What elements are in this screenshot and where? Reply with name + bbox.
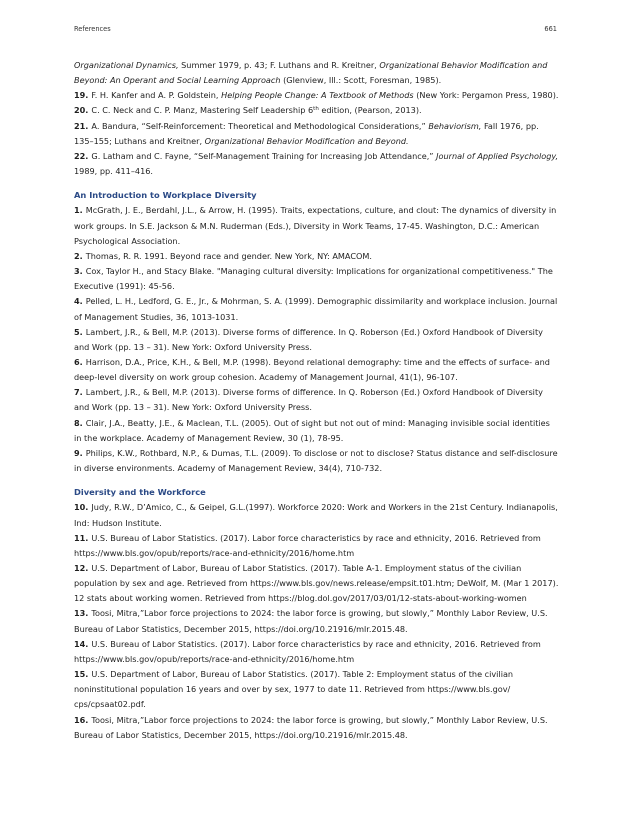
reference-text: edition, (Pearson, 2013). <box>318 105 422 116</box>
reference-number: 21. <box>74 120 89 131</box>
reference-number: 16. <box>74 714 89 725</box>
reference-entry <box>74 203 559 248</box>
reference-entry <box>74 606 559 636</box>
reference-entry <box>74 88 559 103</box>
reference-text: U.S. Bureau of Labor Statistics. (2017). Labor force characteristics by race and ethnicity, 2016. Retrieved from https://www.bls.gov/opub/reports/race-and-ethnicity/2016/home.htm <box>74 532 541 558</box>
reference-number: 2. <box>74 250 83 261</box>
reference-number: 14. <box>74 638 89 649</box>
reference-italic-text: Helping People Change: A Textbook of Methods <box>221 90 414 101</box>
reference-entry <box>74 385 559 415</box>
reference-entry <box>74 446 559 476</box>
running-header-title: References <box>74 25 111 33</box>
reference-number: 7. <box>74 387 83 398</box>
reference-italic-text: Organizational Dynamics, <box>74 60 179 70</box>
section-spacer <box>74 476 559 485</box>
reference-text: U.S. Department of Labor, Bureau of Labor Statistics. (2017). Table 2: Employment status of the civilian noninstitutional population 16 years and over by sex, 1977 to date 11. Retrieved from https://www.bls.gov/ cps/cpsaat02.pdf. <box>74 669 514 710</box>
section-heading: Diversity and the Workforce <box>74 487 206 498</box>
reference-entry <box>74 149 559 179</box>
reference-text: C. C. Neck and C. P. Manz, Mastering Self Leadership 6 <box>91 105 314 116</box>
section-reference-list <box>74 500 559 743</box>
reference-text: U.S. Bureau of Labor Statistics. (2017). Labor force characteristics by race and ethnicity, 2016. Retrieved from https://www.bls.gov/opub/reports/race-and-ethnicity/2016/home.htm <box>74 638 541 664</box>
reference-text: Cox, Taylor H., and Stacy Blake. "Managing cultural diversity: Implications for organizational competitiveness." The Executive (1991): 45-56. <box>74 266 553 292</box>
reference-text: Toosi, Mitra,”Labor force projections to 2024: the labor force is growing, but slowly,” Monthly Labor Review, U.S. Bureau of Labor Statistics, December 2015, https://doi.org/10.21916/mlr.2015.48. <box>74 714 548 740</box>
reference-text: Judy, R.W., D’Amico, C., & Geipel, G.L.(1997). Workforce 2020: Work and Workers in the 21st Century. Indianapolis, Ind: Hudson Institute. <box>74 502 558 528</box>
reference-italic-text: Organizational Behavior Modification and Beyond. <box>204 135 409 146</box>
reference-text: Fall 1976, pp. 135–155; Luthans and Kreitner, <box>74 120 539 146</box>
reference-sections <box>74 179 559 743</box>
reference-text: Lambert, J.R., & Bell, M.P. (2013). Diverse forms of difference. In Q. Roberson (Ed.) Oxford Handbook of Diversity and Work (pp. 13 – 31). New York: Oxford University Press. <box>74 387 543 413</box>
reference-number: 15. <box>74 669 89 680</box>
reference-number: 22. <box>74 150 89 161</box>
reference-text: th <box>313 106 319 113</box>
reference-text: Toosi, Mitra,”Labor force projections to 2024: the labor force is growing, but slowly,” Monthly Labor Review, U.S. Bureau of Labor Statistics, December 2015, https://doi.org/10.21916/mlr.2015.48. <box>74 608 548 634</box>
reference-entry <box>74 58 559 88</box>
reference-italic-text: Behaviorism, <box>428 120 482 131</box>
reference-text: Lambert, J.R., & Bell, M.P. (2013). Diverse forms of difference. In Q. Roberson (Ed.) Oxford Handbook of Diversity and Work (pp. 13 – 31). New York: Oxford University Press. <box>74 326 543 352</box>
reference-text: (New York: Pergamon Press, 1980). <box>413 90 559 101</box>
reference-number: 6. <box>74 356 83 367</box>
reference-text: 1989, pp. 411–416. <box>74 166 153 177</box>
reference-text: Harrison, D.A., Price, K.H., & Bell, M.P. (1998). Beyond relational demography: time and the effects of surface- and deep-level diversity on work group cohesion. Academy of Management Journal, 41(1), 96-107. <box>74 356 550 383</box>
reference-entry <box>74 500 559 530</box>
reference-number: 20. <box>74 105 89 116</box>
reference-number: 10. <box>74 502 89 513</box>
reference-text: F. H. Kanfer and A. P. Goldstein, <box>91 90 222 101</box>
reference-text: A. Bandura, “Self-Reinforcement: Theoretical and Methodological Considerations,” <box>91 120 429 131</box>
reference-number: 3. <box>74 266 83 277</box>
reference-entry <box>74 103 559 118</box>
reference-entry <box>74 264 559 294</box>
references-content <box>74 58 559 743</box>
reference-text: (Glenview, Ill.: Scott, Foresman, 1985). <box>280 75 442 86</box>
reference-entry <box>74 294 559 324</box>
reference-entry <box>74 713 559 743</box>
reference-entry <box>74 355 559 385</box>
reference-entry <box>74 325 559 355</box>
reference-entry <box>74 561 559 606</box>
reference-entry <box>74 637 559 667</box>
reference-text: U.S. Department of Labor, Bureau of Labor Statistics. (2017). Table A-1. Employment status of the civilian population by sex and age. Retrieved from https://www.bls.gov/news.release/empsit.t01.htm; DeWolf, M. (Mar 1 2017). 12 stats about working women. Retrieved from https://blog.dol.gov/2017/03/01/12-stats-about-working-women <box>74 563 559 604</box>
section-heading: An Introduction to Workplace Diversity <box>74 190 257 201</box>
reference-number: 13. <box>74 608 89 619</box>
reference-text: G. Latham and C. Fayne, “Self-Management Training for Increasing Job Attendance,” <box>91 150 437 161</box>
reference-number: 12. <box>74 563 89 573</box>
reference-entry <box>74 249 559 264</box>
reference-entry <box>74 416 559 446</box>
reference-number: 11. <box>74 532 89 543</box>
reference-number: 19. <box>74 90 89 101</box>
reference-text: Clair, J.A., Beatty, J.E., & Maclean, T.L. (2005). Out of sight but not out of mind: Managing invisible social identities in the workplace. Academy of Management Review, 30 (1), 78-95. <box>74 417 550 443</box>
reference-entry <box>74 119 559 149</box>
section-reference-list <box>74 203 559 476</box>
reference-number: 5. <box>74 326 83 337</box>
continued-references <box>74 58 559 179</box>
section-spacer <box>74 179 559 188</box>
reference-entry <box>74 531 559 561</box>
reference-text: Pelled, L. H., Ledford, G. E., Jr., & Mohrman, S. A. (1999). Demographic dissimilarity and workplace inclusion. Journal of Management Studies, 36, 1013-1031. <box>74 296 558 322</box>
reference-italic-text: Organizational Behavior Modification and Beyond: An Operant and Social Learning Approach <box>74 60 548 86</box>
reference-number: 9. <box>74 447 83 458</box>
reference-italic-text: Journal of Applied Psychology, <box>436 150 559 161</box>
reference-entry <box>74 667 559 712</box>
reference-number: 8. <box>74 417 83 428</box>
reference-text: Thomas, R. R. 1991. Beyond race and gender. New York, NY: AMACOM. <box>85 250 373 261</box>
reference-text: Summer 1979, p. 43; F. Luthans and R. Kreitner, <box>178 60 380 70</box>
reference-number: 4. <box>74 296 83 307</box>
reference-text: Philips, K.W., Rothbard, N.P., & Dumas, T.L. (2009). To disclose or not to disclose? Status distance and self-disclosure in diverse environments. Academy of Management Review, 34(4), 710-732. <box>74 447 558 474</box>
reference-number: 1. <box>74 205 83 216</box>
reference-text: McGrath, J. E., Berdahl, J.L., & Arrow, H. (1995). Traits, expectations, culture, and clout: The dynamics of diversity in work groups. In S.E. Jackson & M.N. Ruderman (Eds.), Diversity in Work Teams, 17-45. Washington, D.C.: American Psychological Association. <box>74 205 557 246</box>
page-number: 661 <box>544 25 557 33</box>
